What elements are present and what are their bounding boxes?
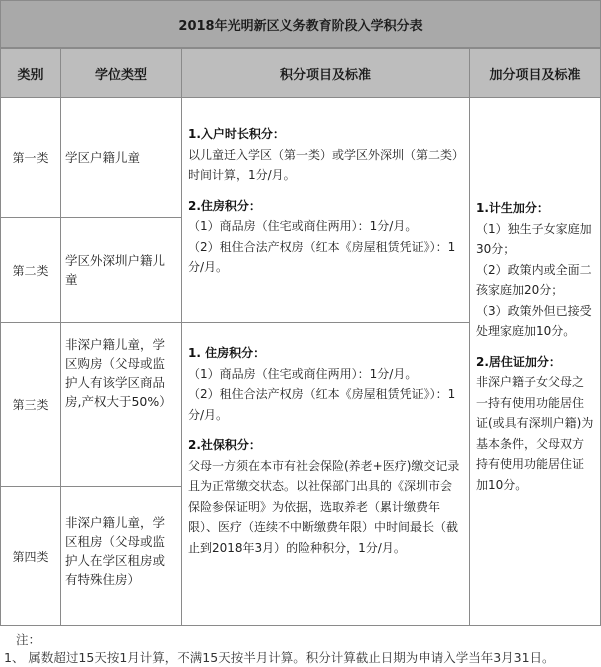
category-2: 第二类	[0, 217, 61, 323]
notes-label: 注：	[16, 632, 42, 647]
school-type-4: 非深户籍儿童，学区租房（父母或监护人在学区租房或有特殊住房）	[60, 486, 182, 626]
category-3: 第三类	[0, 322, 61, 487]
residency-points-heading: 1.入户时长积分：	[188, 127, 285, 141]
bonus-cell	[469, 97, 601, 626]
residence-permit-bonus-text: 非深户籍子女父母之一持有使用功能居住证(或具有深圳户籍)为基本条件，父母双方持有使用功能居住证加10分。	[476, 375, 594, 492]
category-1: 第一类	[0, 97, 61, 218]
header-points: 积分项目及标准	[181, 48, 470, 98]
housing-points-rental-2: （2）租住合法产权房（红本《房屋租赁凭证》）：1分/月。	[188, 387, 456, 422]
notes-line-1: 1、 属数超过15天按1月计算，不满15天按半月计算。积分计算截止日期为申请入学当年3月31日。	[4, 650, 555, 665]
social-security-points-text: 父母一方须在本市有社会保险(养老+医疗)缴交记录且为正常缴交状态。以社保部门出具的《深圳市会保险参保证明》为依据，选取养老（累计缴费年限）、医疗（连续不中断缴费年限）中时间最长（截止到2018年3月）的险种积分，1分/月。	[188, 458, 460, 555]
residence-permit-bonus-heading: 2.居住证加分：	[476, 354, 561, 369]
header-category: 类别	[0, 48, 61, 98]
school-type-3: 非深户籍儿童，学区购房（父母或监护人有该学区商品房,产权大于50%）	[60, 322, 182, 487]
points-cell-bottom	[181, 322, 470, 626]
bonus-out-of-policy: （3）政策外但已接受处理家庭加10分。	[476, 303, 592, 338]
header-school-type: 学位类型	[60, 48, 182, 98]
category-4: 第四类	[0, 486, 61, 626]
school-type-2: 学区外深圳户籍儿童	[60, 217, 182, 323]
family-planning-bonus-heading: 1.计生加分：	[476, 201, 549, 215]
header-bonus: 加分项目及标准	[469, 48, 601, 98]
bonus-only-child: （1）独生子女家庭加30分；	[476, 221, 592, 256]
bonus-second-child: （2）政策内或全面二孩家庭加20分；	[476, 262, 592, 297]
housing-points-heading: 2.住房积分：	[188, 198, 261, 213]
points-cell-top	[181, 97, 470, 323]
table-title: 2018年光明新区义务教育阶段入学积分表	[0, 0, 601, 48]
residency-points-text: 以儿童迁入学区（第一类）或学区外深圳（第二类）时间计算，1分/月。	[188, 147, 459, 182]
social-security-points-heading: 2.社保积分：	[188, 438, 261, 452]
housing-points-heading-2: 1. 住房积分：	[188, 346, 266, 360]
housing-points-commercial: （1）商品房（住宅或商住两用）：1分/月。	[188, 219, 418, 233]
school-type-1: 学区户籍儿童	[60, 97, 182, 218]
housing-points-commercial-2: （1）商品房（住宅或商住两用）：1分/月。	[188, 366, 418, 381]
housing-points-rental: （2）租住合法产权房（红本《房屋租赁凭证》）：1分/月。	[188, 239, 456, 274]
